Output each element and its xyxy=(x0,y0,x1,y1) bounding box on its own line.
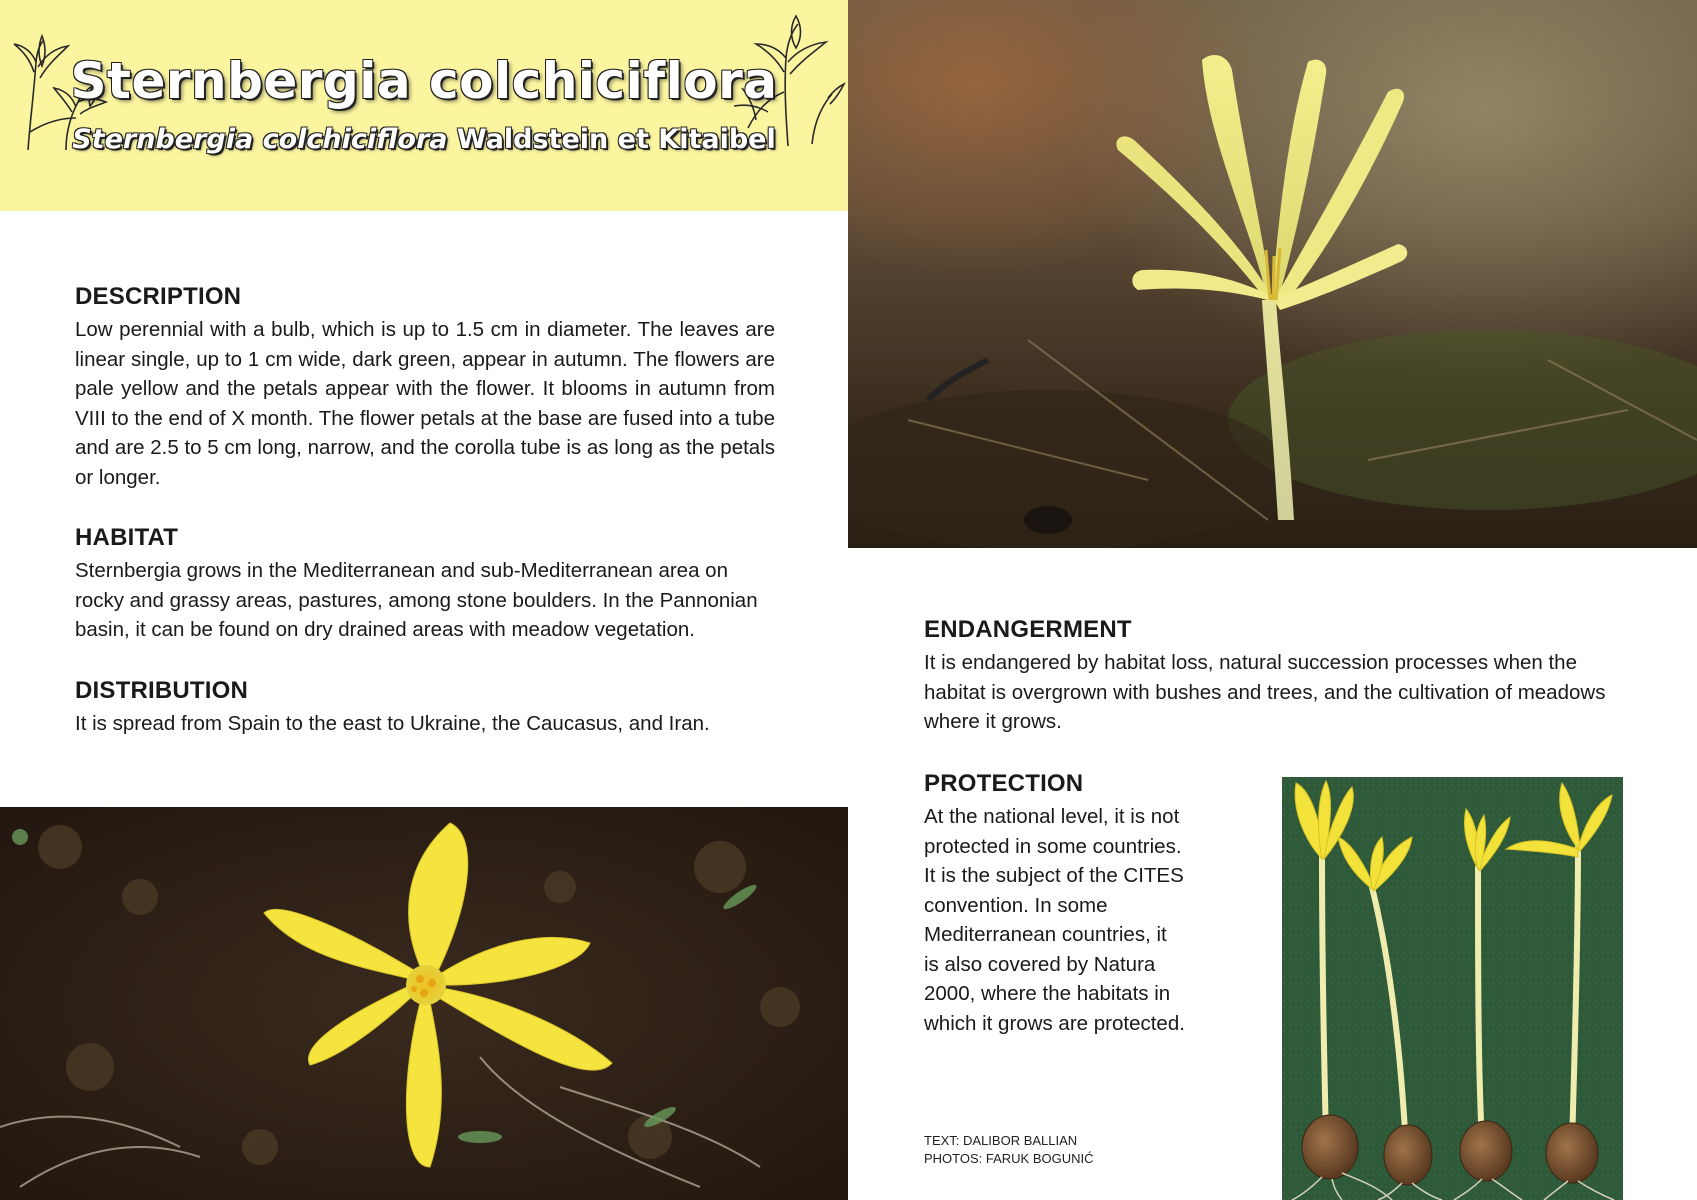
distribution-section xyxy=(75,677,775,739)
protection-heading: PROTECTION xyxy=(924,770,1084,797)
habitat-text: Sternbergia grows in the Mediterranean and sub-Mediterranean area on rocky and grassy areas, pastures, among stone boulders. In the Pannonian basin, it can be found on dry drained areas with meadow vegetation. xyxy=(75,559,758,641)
subtitle-authority: Waldstein et Kitaibel xyxy=(447,124,776,155)
sternbergia-bulbs-photo xyxy=(1282,777,1623,1200)
sternbergia-flower-side-photo xyxy=(848,0,1697,548)
endangerment-heading: ENDANGERMENT xyxy=(924,616,1132,643)
page-subtitle xyxy=(0,124,848,155)
distribution-heading: DISTRIBUTION xyxy=(75,677,249,704)
endangerment-text: It is endangered by habitat loss, natural succession processes when the habitat is overgrown with bushes and trees, and the cultivation of meadows where it grows. xyxy=(924,651,1606,733)
protection-text: At the national level, it is not protected in some countries. It is the subject of the CITES convention. In some Mediterranean countries, it is also covered by Natura 2000, where the habitats in which it grows are protected. xyxy=(924,805,1185,1035)
credits xyxy=(924,1132,1094,1168)
description-text: Low perennial with a bulb, which is up to 1.5 cm in diameter. The leaves are linear single, up to 1 cm wide, dark green, appear in autumn. The flowers are pale yellow and the petals appear with the flower. It blooms in autumn from VIII to the end of X month. The flower petals at the base are fused into a tube and are 2.5 to 5 cm long, narrow, and the corolla tube is as long as the petals or longer. xyxy=(75,318,775,489)
protection-section xyxy=(924,770,1186,1038)
sternbergia-flower-top-photo xyxy=(0,807,848,1200)
endangerment-section xyxy=(924,616,1624,737)
subtitle-scientific-name: Sternbergia colchiciflora xyxy=(72,124,448,155)
credits-photos-author: PHOTOS: FARUK BOGUNIĆ xyxy=(924,1151,1094,1166)
habitat-heading: HABITAT xyxy=(75,524,179,551)
page-title: Sternbergia colchiciflora xyxy=(70,52,778,110)
description-heading: DESCRIPTION xyxy=(75,283,242,310)
header-banner xyxy=(0,0,848,211)
credits-text-author: TEXT: DALIBOR BALLIAN xyxy=(924,1133,1078,1148)
description-section xyxy=(75,283,775,492)
habitat-section xyxy=(75,524,775,645)
distribution-text: It is spread from Spain to the east to Ukraine, the Caucasus, and Iran. xyxy=(75,712,710,735)
